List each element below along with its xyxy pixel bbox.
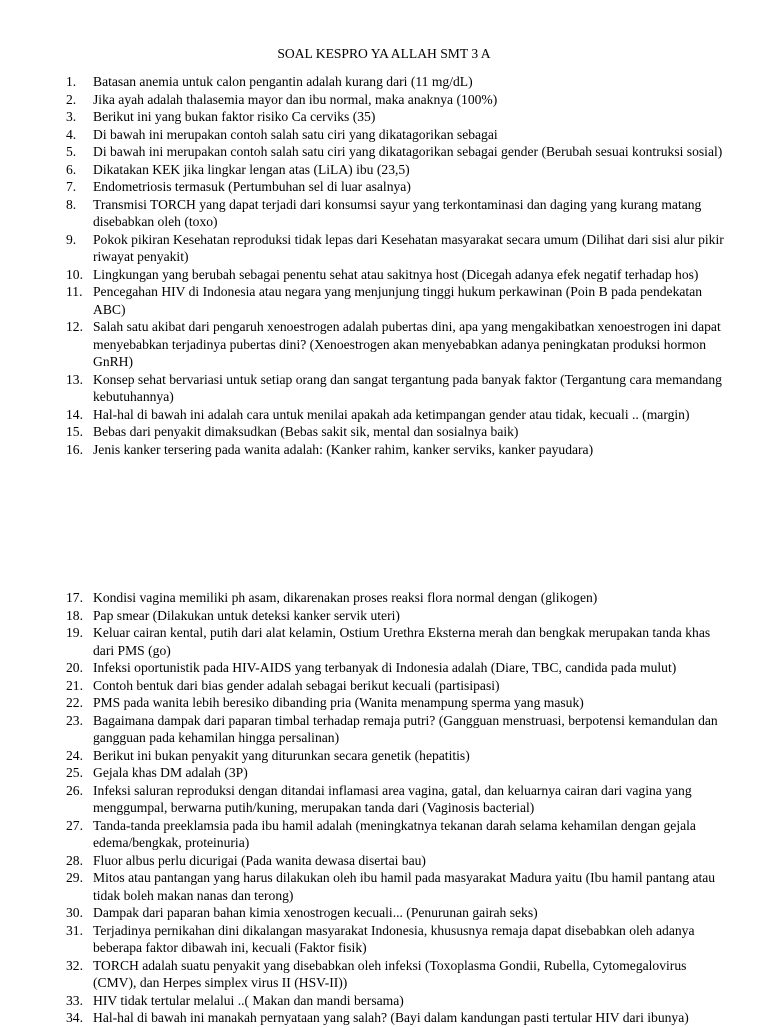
question-number: 1. bbox=[66, 74, 77, 89]
question-number: 28. bbox=[66, 852, 83, 868]
question-item bbox=[66, 73, 726, 91]
question-item bbox=[66, 712, 726, 747]
question-item bbox=[66, 143, 726, 161]
question-list-part-1 bbox=[66, 73, 726, 458]
question-item bbox=[66, 108, 726, 126]
question-text: Pokok pikiran Kesehatan reproduksi tidak lepas dari Kesehatan masyarakat secara umum (Dilihat dari sisi alur pikir riwayat penyakit) bbox=[93, 231, 724, 264]
question-text: Salah satu akibat dari pengaruh xenoestrogen adalah pubertas dini, apa yang mengakibatkan xenoestrogen ini dapat menyebabkan terjadinya pubertas dini? (Xenoestrogen akan menyebabkan adanya peningkatan produksi hormon GnRH) bbox=[93, 319, 721, 369]
question-text: Keluar cairan kental, putih dari alat kelamin, Ostium Urethra Eksterna merah dan bengkak merupakan tanda khas dari PMS (go) bbox=[93, 625, 711, 658]
question-number: 26. bbox=[66, 782, 83, 798]
question-item bbox=[66, 904, 726, 922]
question-item bbox=[66, 992, 726, 1010]
question-text: Infeksi oportunistik pada HIV-AIDS yang terbanyak di Indonesia adalah (Diare, TBC, candida pada mulut) bbox=[93, 660, 677, 675]
question-item bbox=[66, 852, 726, 870]
question-item bbox=[66, 589, 726, 607]
question-number: 14. bbox=[66, 406, 83, 422]
question-text: Transmisi TORCH yang dapat terjadi dari konsumsi sayur yang terkontaminasi dan daging yang kurang matang disebabkan oleh (toxo) bbox=[93, 196, 702, 229]
question-text: Konsep sehat bervariasi untuk setiap orang dan sangat tergantung pada banyak faktor (Tergantung cara memandang kebutuhannya) bbox=[93, 371, 722, 404]
question-text: Berikut ini yang bukan faktor risiko Ca cerviks (35) bbox=[93, 109, 376, 124]
question-number: 27. bbox=[66, 817, 83, 833]
question-number: 34. bbox=[66, 1010, 83, 1025]
question-text: Dikatakan KEK jika lingkar lengan atas (LiLA) ibu (23,5) bbox=[93, 161, 410, 177]
question-text: Pap smear (Dilakukan untuk deteksi kanker servik uteri) bbox=[93, 607, 400, 623]
question-item bbox=[66, 423, 726, 441]
question-item bbox=[66, 624, 726, 659]
question-number: 2. bbox=[66, 91, 77, 107]
question-text: Batasan anemia untuk calon pengantin adalah kurang dari (11 mg/dL) bbox=[93, 74, 473, 89]
question-number: 32. bbox=[66, 957, 83, 973]
question-number: 4. bbox=[66, 126, 77, 142]
question-item bbox=[66, 161, 726, 179]
question-item bbox=[66, 694, 726, 712]
question-item bbox=[66, 126, 726, 144]
question-item bbox=[66, 782, 726, 817]
question-number: 16. bbox=[66, 441, 83, 457]
question-item bbox=[66, 371, 726, 406]
question-text: Lingkungan yang berubah sebagai penentu sehat atau sakitnya host (Dicegah adanya efek negatif terhadap hos) bbox=[93, 266, 699, 282]
question-text: Bebas dari penyakit dimaksudkan (Bebas sakit sik, mental dan sosialnya baik) bbox=[93, 424, 519, 439]
question-item bbox=[66, 266, 726, 284]
question-item bbox=[66, 764, 726, 782]
question-number: 20. bbox=[66, 660, 83, 675]
question-item bbox=[66, 957, 726, 992]
question-text: Berikut ini bukan penyakit yang diturunkan secara genetik (hepatitis) bbox=[93, 747, 470, 763]
question-text: Gejala khas DM adalah (3P) bbox=[93, 765, 248, 780]
question-item bbox=[66, 817, 726, 852]
question-item bbox=[66, 283, 726, 318]
question-number: 10. bbox=[66, 266, 83, 282]
document-title: SOAL KESPRO YA ALLAH SMT 3 A bbox=[277, 46, 491, 61]
question-number: 19. bbox=[66, 625, 83, 640]
question-number: 21. bbox=[66, 677, 83, 693]
question-number: 8. bbox=[66, 196, 77, 212]
question-text: Tanda-tanda preeklamsia pada ibu hamil adalah (meningkatnya tekanan darah selama kehamilan dengan gejala edema/bengkak, proteinuria) bbox=[93, 817, 696, 850]
question-number: 6. bbox=[66, 161, 77, 177]
question-text: Endometriosis termasuk (Pertumbuhan sel di luar asalnya) bbox=[93, 179, 411, 194]
question-item bbox=[66, 677, 726, 695]
question-number: 23. bbox=[66, 712, 83, 728]
question-text: Kondisi vagina memiliki ph asam, dikarenakan proses reaksi flora normal dengan (glikogen) bbox=[93, 590, 598, 605]
question-text: Infeksi saluran reproduksi dengan ditandai inflamasi area vagina, gatal, dan keluarnya cairan dari vagina yang menggumpal, berwarna putih/kuning, merupakan tanda dari (Vaginosis bacterial) bbox=[93, 782, 692, 815]
question-number: 29. bbox=[66, 870, 83, 885]
question-text: Terjadinya pernikahan dini dikalangan masyarakat Indonesia, khususnya remaja dapat disebabkan oleh adanya beberapa faktor dibawah ini, kecuali (Faktor fisik) bbox=[93, 922, 695, 955]
question-text: Mitos atau pantangan yang harus dilakukan oleh ibu hamil pada masyarakat Madura yaitu (Ibu hamil pantang atau tidak boleh makan nanas dan terong) bbox=[93, 870, 716, 903]
question-number: 7. bbox=[66, 179, 77, 194]
question-text: TORCH adalah suatu penyakit yang disebabkan oleh infeksi (Toxoplasma Gondii, Rubella, Cytomegalovirus (CMV), dan Herpes simplex virus II (HSV-II)) bbox=[93, 957, 687, 990]
question-text: Fluor albus perlu dicurigai (Pada wanita dewasa disertai bau) bbox=[93, 852, 426, 868]
question-text: Di bawah ini merupakan contoh salah satu ciri yang dikatagorikan sebagai bbox=[93, 126, 498, 142]
question-number: 5. bbox=[66, 144, 77, 159]
question-number: 15. bbox=[66, 424, 83, 439]
question-text: Jenis kanker tersering pada wanita adalah: (Kanker rahim, kanker serviks, kanker payudara) bbox=[93, 441, 594, 457]
question-number: 3. bbox=[66, 109, 77, 124]
question-item bbox=[66, 318, 726, 371]
question-number: 9. bbox=[66, 231, 77, 247]
question-text: HIV tidak tertular melalui ..( Makan dan mandi bersama) bbox=[93, 992, 404, 1008]
question-number: 12. bbox=[66, 319, 83, 334]
question-number: 22. bbox=[66, 695, 83, 710]
question-number: 13. bbox=[66, 371, 83, 387]
question-text: Bagaimana dampak dari paparan timbal terhadap remaja putri? (Gangguan menstruasi, berpotensi kemandulan dan gangguan pada kehamilan hingga persalinan) bbox=[93, 712, 718, 745]
question-list-part-2 bbox=[66, 589, 726, 1027]
question-number: 11. bbox=[66, 284, 83, 299]
question-number: 17. bbox=[66, 590, 83, 605]
question-text: Jika ayah adalah thalasemia mayor dan ibu normal, maka anaknya (100%) bbox=[93, 91, 498, 107]
question-text: Contoh bentuk dari bias gender adalah sebagai berikut kecuali (partisipasi) bbox=[93, 677, 500, 693]
question-text: Hal-hal di bawah ini adalah cara untuk menilai apakah ada ketimpangan gender atau tidak, kecuali .. (margin) bbox=[93, 406, 690, 422]
question-item bbox=[66, 91, 726, 109]
question-text: Di bawah ini merupakan contoh salah satu ciri yang dikatagorikan sebagai gender (Berubah sesuai kontruksi sosial) bbox=[93, 144, 723, 159]
question-text: Hal-hal di bawah ini manakah pernyataan yang salah? (Bayi dalam kandungan pasti tertular HIV dari ibunya) bbox=[93, 1010, 689, 1025]
question-item bbox=[66, 231, 726, 266]
question-item bbox=[66, 747, 726, 765]
question-item bbox=[66, 659, 726, 677]
question-text: Dampak dari paparan bahan kimia xenostrogen kecuali... (Penurunan gairah seks) bbox=[93, 905, 538, 920]
question-item bbox=[66, 441, 726, 459]
question-number: 33. bbox=[66, 992, 83, 1008]
question-text: Pencegahan HIV di Indonesia atau negara yang menjunjung tinggi hukum perkawinan (Poin B pada pendekatan ABC) bbox=[93, 284, 703, 317]
question-item bbox=[66, 869, 726, 904]
question-number: 31. bbox=[66, 922, 83, 938]
question-number: 24. bbox=[66, 747, 83, 763]
question-text: PMS pada wanita lebih beresiko dibanding pria (Wanita menampung sperma yang masuk) bbox=[93, 695, 584, 710]
question-item bbox=[66, 196, 726, 231]
question-number: 25. bbox=[66, 765, 83, 780]
question-item bbox=[66, 607, 726, 625]
question-number: 18. bbox=[66, 607, 83, 623]
question-item bbox=[66, 406, 726, 424]
question-number: 30. bbox=[66, 905, 83, 920]
question-item bbox=[66, 922, 726, 957]
question-item bbox=[66, 178, 726, 196]
